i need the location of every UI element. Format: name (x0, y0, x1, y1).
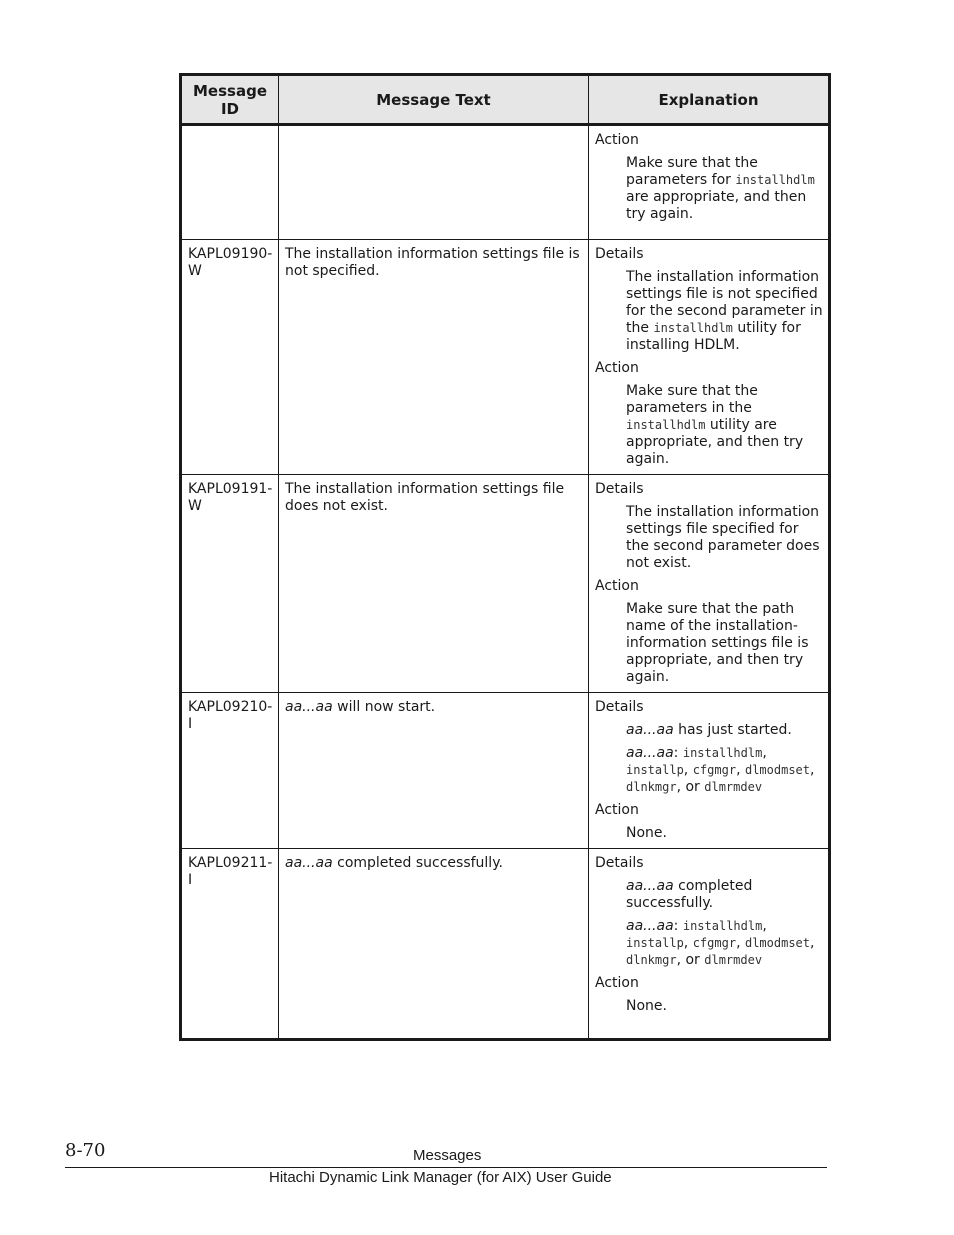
separator: , (736, 935, 745, 951)
variable-text: aa...aa (626, 918, 674, 934)
variable-text: aa...aa (626, 722, 674, 738)
details-label: Details (595, 855, 644, 871)
explanation-cell (589, 475, 830, 693)
message-text-cell: The installation information settings file is not specified. (279, 240, 589, 475)
action-text (626, 383, 823, 468)
header-message-id: Message ID (181, 75, 279, 125)
code-term: dlnkmgr (626, 780, 677, 794)
action-text (626, 155, 823, 223)
page-number: 8-70 (65, 1140, 106, 1161)
code-term: dlmrmdev (704, 780, 763, 794)
separator: , (683, 935, 693, 951)
message-text-cell: The installation information settings file does not exist. (279, 475, 589, 693)
details-label: Details (595, 481, 644, 497)
code-term: dlmodmset (744, 763, 810, 777)
details-text-part: The installation information settings file is not specified for the second parameter in the (626, 269, 823, 336)
code-term: installhdlm (735, 173, 815, 187)
table-row (181, 240, 830, 475)
action-label: Action (595, 132, 639, 148)
variable-text: aa...aa (285, 855, 333, 871)
details-text: The installation information settings file specified for the second parameter does not exist. (626, 504, 820, 571)
separator: , (762, 918, 767, 934)
action-text: None. (626, 998, 667, 1014)
details-text (626, 269, 823, 354)
table-row (181, 849, 830, 1040)
details-values (626, 918, 823, 969)
explanation-cell (589, 125, 830, 240)
details-text-part: completed successfully. (626, 878, 753, 911)
code-term: installp (626, 763, 684, 777)
footer-divider (65, 1167, 827, 1168)
table-row (181, 693, 830, 849)
action-text-part: Make sure that the parameters for (626, 155, 758, 188)
variable-text: aa...aa (285, 699, 333, 715)
separator: : (673, 918, 683, 934)
variable-text: aa...aa (626, 745, 674, 761)
code-term: installp (626, 936, 684, 950)
table-row (181, 125, 830, 240)
message-id-cell: KAPL09190-W (181, 240, 279, 475)
action-text-part: are appropriate, and then try again. (626, 189, 807, 222)
message-text-part: completed successfully. (332, 855, 503, 871)
separator: : (673, 745, 683, 761)
message-id-cell: KAPL09210-I (181, 693, 279, 849)
code-term: installhdlm (682, 919, 763, 933)
code-term: cfgmgr (692, 936, 737, 950)
code-term: dlmodmset (744, 936, 810, 950)
separator: , (762, 745, 767, 761)
table-header-row (181, 75, 830, 125)
code-term: installhdlm (653, 321, 733, 335)
details-text (626, 722, 823, 739)
footer-section-title: Messages (413, 1147, 482, 1164)
message-text-part: will now start. (332, 699, 436, 715)
message-id-cell: KAPL09191-W (181, 475, 279, 693)
separator: , or (676, 779, 705, 795)
action-text: None. (626, 825, 667, 841)
code-term: dlnkmgr (626, 953, 677, 967)
details-label: Details (595, 246, 644, 262)
footer-book-title: Hitachi Dynamic Link Manager (for AIX) User Guide (269, 1169, 612, 1186)
message-text-cell (279, 125, 589, 240)
explanation-cell (589, 240, 830, 475)
separator: , (683, 762, 693, 778)
message-id-cell (181, 125, 279, 240)
details-label: Details (595, 699, 644, 715)
code-term: installhdlm (626, 418, 706, 432)
details-text-part: has just started. (673, 722, 792, 738)
separator: , (736, 762, 745, 778)
action-text: Make sure that the path name of the installation-information settings file is appropriate, and then try again. (626, 601, 809, 685)
message-table (179, 73, 831, 1041)
code-term: dlmrmdev (704, 953, 763, 967)
action-label: Action (595, 975, 639, 991)
explanation-cell (589, 849, 830, 1040)
message-id-cell: KAPL09211-I (181, 849, 279, 1040)
separator: , (810, 935, 815, 951)
details-values (626, 745, 823, 796)
table-row (181, 475, 830, 693)
action-label: Action (595, 360, 639, 376)
explanation-cell (589, 693, 830, 849)
details-text (626, 878, 823, 912)
header-message-text: Message Text (279, 75, 589, 125)
message-text-cell (279, 849, 589, 1040)
variable-text: aa...aa (626, 878, 674, 894)
details-text-part: utility for installing HDLM. (626, 320, 801, 353)
code-term: installhdlm (682, 746, 763, 760)
action-label: Action (595, 578, 639, 594)
header-explanation: Explanation (589, 75, 830, 125)
separator: , (810, 762, 815, 778)
action-text-part: Make sure that the parameters in the (626, 383, 758, 416)
code-term: cfgmgr (692, 763, 737, 777)
action-label: Action (595, 802, 639, 818)
action-text-part: utility are appropriate, and then try again. (626, 417, 804, 467)
message-text-cell (279, 693, 589, 849)
separator: , or (676, 952, 705, 968)
